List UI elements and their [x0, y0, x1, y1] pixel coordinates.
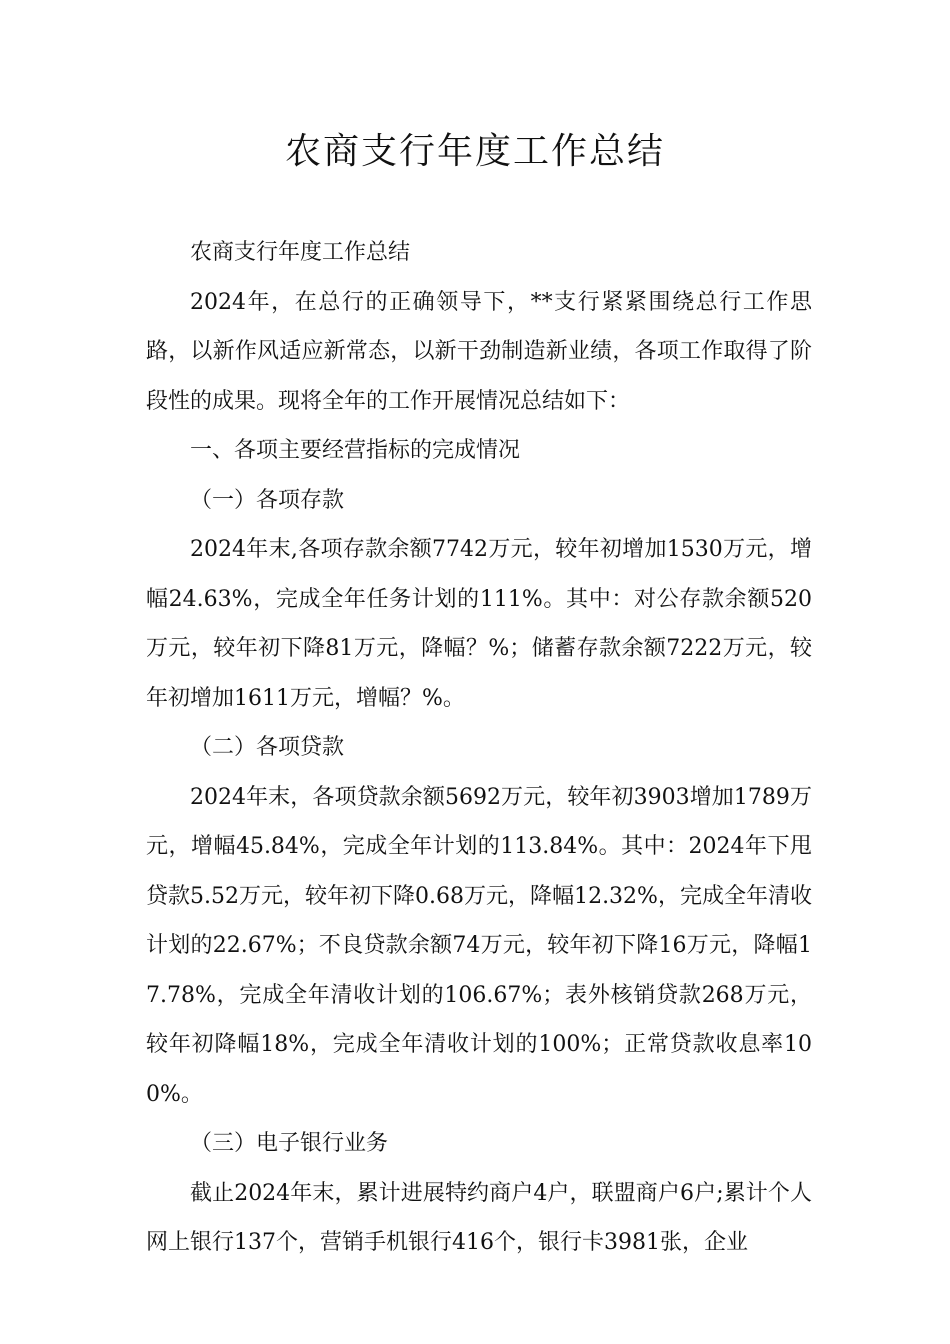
document-title: 农商支行年度工作总结: [284, 131, 665, 172]
ebanking-paragraph: 截止2024年末，累计进展特约商户4户，联盟商户6户;累计个人网上银行137个，营销手机银行416个，银行卡3981张，企业: [146, 1180, 812, 1255]
document-subtitle: 农商支行年度工作总结: [190, 240, 411, 265]
subsection-heading-ebanking: （三）电子银行业务: [190, 1131, 389, 1156]
intro-paragraph: 2024年，在总行的正确领导下，**支行紧紧围绕总行工作思路，以新作风适应新常态，以新干劲制造新业绩，各项工作取得了阶段性的成果。现将全年的工作开展情况总结如下：: [146, 289, 812, 414]
subsection-heading-deposits: （一）各项存款: [190, 487, 345, 513]
deposits-paragraph: 2024年末,各项存款余额7742万元，较年初增加1530万元，增幅24.63%，完成全年任务计划的111%。其中：对公存款余额520万元，较年初下降81万元，降幅？%；储蓄存款余额7222万元，较年初增加1611万元，增幅？%。: [146, 537, 812, 711]
loans-paragraph: 2024年末，各项贷款余额5692万元，较年初3903增加1789万元，增幅45.84%，完成全年计划的113.84%。其中：2024年下甩贷款5.52万元，较年初下降0.68万元，降幅12.32%，完成全年清收计划的22.67%；不良贷款余额74万元，较年初下降16万元，降幅17.78%，完成全年清收计划的106.67%；表外核销贷款268万元，较年初降幅18%，完成全年清收计划的100%；正常贷款收息率100%。: [146, 784, 812, 1107]
section-heading-1: 一、各项主要经营指标的完成情况: [190, 438, 521, 463]
subsection-heading-loans: （二）各项贷款: [190, 735, 345, 760]
document-body: [146, 228, 812, 1268]
